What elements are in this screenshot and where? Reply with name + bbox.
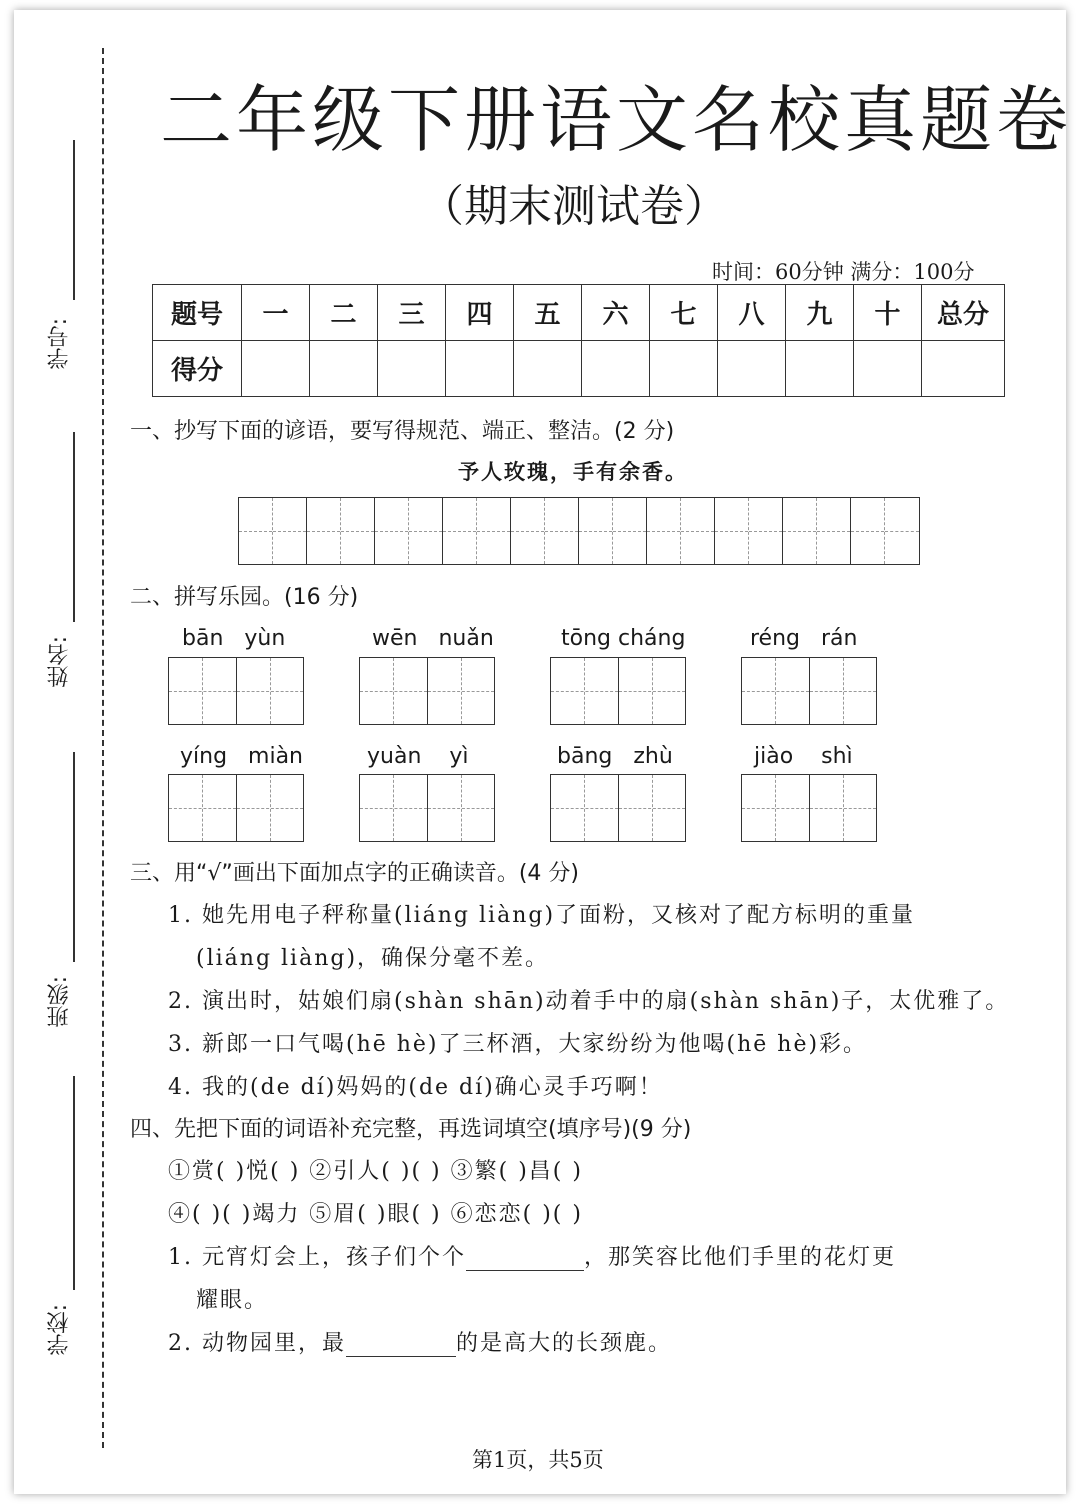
question-line: 4. 我的(de dí)妈妈的(de dí)确心灵手巧啊！	[168, 1075, 663, 1100]
grid-cell[interactable]	[239, 498, 273, 564]
pinyin-answer-box[interactable]	[359, 657, 495, 725]
name-label: 姓名:	[47, 636, 72, 688]
question-text: 2. 动物园里，最	[168, 1331, 346, 1356]
question-text: 的是高大的长颈鹿。	[455, 1331, 672, 1356]
grid-cell[interactable]	[851, 498, 885, 564]
word-completion-row: ④( )( )竭力 ⑤眉( )眼( ) ⑥恋恋( )( )	[168, 1202, 583, 1227]
grid-cell[interactable]	[409, 498, 443, 564]
score-cell[interactable]	[242, 341, 310, 397]
copy-writing-grid[interactable]	[238, 497, 920, 565]
grid-cell[interactable]	[341, 498, 375, 564]
pinyin-label: réng rán	[750, 626, 858, 651]
score-cell[interactable]	[446, 341, 514, 397]
pinyin-label: bāng zhù	[557, 744, 673, 769]
grid-cell[interactable]	[885, 498, 919, 564]
class-label: 班级:	[47, 976, 72, 1028]
grid-cell[interactable]	[817, 498, 851, 564]
score-cell[interactable]	[310, 341, 378, 397]
question-line: 3. 新郎一口气喝(hē hè)了三杯酒，大家纷纷为他喝(hē hè)彩。	[168, 1032, 868, 1057]
header-cell: 一	[242, 285, 310, 341]
grid-cell[interactable]	[375, 498, 409, 564]
section2-heading: 二、拼写乐园。(16 分)	[130, 585, 359, 610]
section3-heading: 三、用“√”画出下面加点字的正确读音。(4 分)	[130, 861, 579, 886]
pinyin-label: bān yùn	[182, 626, 286, 651]
score-cell[interactable]	[718, 341, 786, 397]
grid-cell[interactable]	[443, 498, 477, 564]
score-table	[152, 284, 1005, 397]
header-cell: 七	[650, 285, 718, 341]
header-cell: 十	[854, 285, 922, 341]
header-cell: 总分	[922, 285, 1005, 341]
score-cell[interactable]	[650, 341, 718, 397]
grid-cell[interactable]	[647, 498, 681, 564]
score-table-score-row	[153, 341, 1005, 397]
grid-cell[interactable]	[579, 498, 613, 564]
header-cell: 五	[514, 285, 582, 341]
page-title: 二年级下册语文名校真题卷	[160, 78, 1073, 162]
pinyin-answer-box[interactable]	[550, 657, 686, 725]
pinyin-answer-box[interactable]	[550, 774, 686, 842]
header-cell: 三	[378, 285, 446, 341]
question-line: 1. 她先用电子秤称量(liáng liàng)了面粉，又核对了配方标明的重量	[168, 903, 916, 928]
score-cell[interactable]	[514, 341, 582, 397]
grid-cell[interactable]	[545, 498, 579, 564]
header-cell: 题号	[153, 285, 242, 341]
score-cell[interactable]	[854, 341, 922, 397]
header-cell: 二	[310, 285, 378, 341]
grid-cell[interactable]	[681, 498, 715, 564]
word-completion-row: ①赏( )悦( ) ②引人( )( ) ③繁( )昌( )	[168, 1159, 583, 1184]
pinyin-answer-box[interactable]	[168, 657, 304, 725]
section1-heading: 一、抄写下面的谚语，要写得规范、端正、整洁。(2 分)	[130, 419, 675, 444]
proverb-text: 予人玫瑰，手有余香。	[458, 459, 688, 484]
student-id-line	[73, 140, 75, 300]
header-cell: 八	[718, 285, 786, 341]
grid-cell[interactable]	[749, 498, 783, 564]
page-subtitle: （期末测试卷）	[420, 181, 728, 232]
student-id-label: 学号:	[47, 318, 72, 370]
question-line: (liáng liàng)，确保分毫不差。	[196, 946, 550, 971]
pinyin-label: yuàn yì	[367, 744, 469, 769]
pinyin-answer-box[interactable]	[741, 657, 877, 725]
question-text: ，那笑容比他们手里的花灯更	[583, 1245, 896, 1270]
grid-cell[interactable]	[307, 498, 341, 564]
grid-cell[interactable]	[715, 498, 749, 564]
pinyin-answer-box[interactable]	[359, 774, 495, 842]
time-score-info: 时间：60分钟 满分：100分	[712, 260, 975, 284]
name-line	[73, 432, 75, 622]
grid-cell[interactable]	[273, 498, 307, 564]
score-table-header-row	[153, 285, 1005, 341]
question-text: 1. 元宵灯会上，孩子们个个	[168, 1245, 466, 1270]
pinyin-label: yíng miàn	[180, 744, 303, 769]
pinyin-answer-box[interactable]	[168, 774, 304, 842]
score-cell[interactable]	[582, 341, 650, 397]
fill-in-question	[168, 1326, 672, 1357]
score-cell[interactable]	[922, 341, 1005, 397]
section4-heading: 四、先把下面的词语补充完整，再选词填空(填序号)(9 分)	[130, 1117, 692, 1142]
grid-cell[interactable]	[477, 498, 511, 564]
question-text: 耀眼。	[196, 1288, 269, 1313]
grid-cell[interactable]	[511, 498, 545, 564]
score-cell[interactable]	[786, 341, 854, 397]
grid-cell[interactable]	[783, 498, 817, 564]
page-number: 第1页，共5页	[472, 1448, 604, 1472]
answer-blank[interactable]	[466, 1248, 584, 1271]
header-cell: 四	[446, 285, 514, 341]
grid-cell[interactable]	[613, 498, 647, 564]
class-line	[73, 752, 75, 962]
header-cell: 九	[786, 285, 854, 341]
school-label: 学校:	[47, 1304, 72, 1356]
answer-blank[interactable]	[346, 1334, 456, 1357]
question-line: 2. 演出时，姑娘们扇(shàn shān)动着手中的扇(shàn shān)子，太优雅了。	[168, 989, 1010, 1014]
header-cell: 六	[582, 285, 650, 341]
pinyin-answer-box[interactable]	[741, 774, 877, 842]
pinyin-label: tōng cháng	[561, 626, 686, 651]
row-label-cell: 得分	[153, 341, 242, 397]
score-cell[interactable]	[378, 341, 446, 397]
pinyin-label: wēn nuǎn	[372, 626, 494, 651]
pinyin-label: jiào shì	[754, 744, 853, 769]
fill-in-question	[168, 1240, 896, 1271]
school-line	[73, 1076, 75, 1290]
binding-dashed-line	[102, 48, 104, 1448]
